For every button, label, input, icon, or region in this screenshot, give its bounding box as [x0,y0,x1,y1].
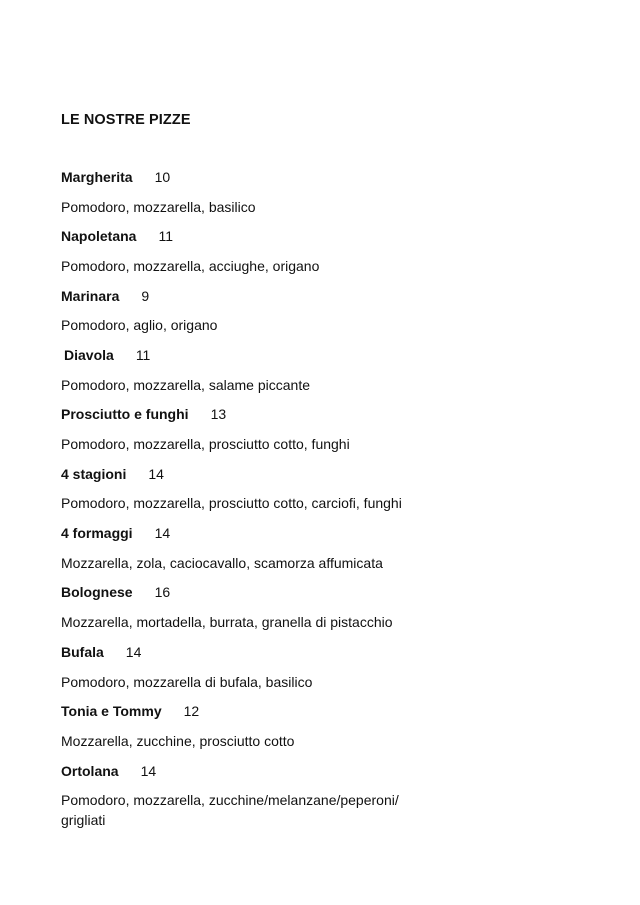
pizza-price: 11 [158,228,174,245]
pizza-item [61,756,441,835]
pizza-name: Prosciutto e funghi [61,406,189,423]
pizza-item [61,459,441,518]
pizza-header [61,637,441,667]
pizza-list [61,162,441,835]
pizza-name: Bolognese [61,584,133,601]
pizza-item [61,162,441,221]
pizza-price: 13 [210,406,227,423]
pizza-ingredients: Pomodoro, aglio, origano [61,317,218,334]
pizza-ingredients: Pomodoro, mozzarella, prosciutto cotto, funghi [61,436,350,453]
menu-title: LE NOSTRE PIZZE [61,112,191,128]
pizza-item [61,518,441,577]
pizza-ingredients: Pomodoro, mozzarella di bufala, basilico [61,673,313,690]
pizza-ingredients: Mozzarella, mortadella, burrata, granella di pistacchio [61,614,393,631]
pizza-header [61,162,441,192]
pizza-name: Tonia e Tommy [61,703,162,720]
pizza-item [61,400,441,459]
pizza-ingredients: Mozzarella, zucchine, prosciutto cotto [61,732,295,749]
pizza-price: 14 [125,643,142,660]
pizza-price: 14 [140,762,157,779]
pizza-item [61,340,441,399]
pizza-header [61,459,441,489]
pizza-ingredients: Pomodoro, mozzarella, salame piccante [61,376,311,393]
pizza-header [61,518,441,548]
pizza-price: 16 [154,584,171,601]
pizza-header [61,400,441,430]
pizza-ingredients: Pomodoro, mozzarella, basilico [61,198,256,215]
pizza-name: 4 formaggi [61,525,133,542]
pizza-name: Margherita [61,168,133,185]
pizza-price: 14 [148,465,164,482]
pizza-price: 11 [135,346,151,363]
pizza-header [61,340,441,370]
pizza-price: 14 [154,525,171,542]
pizza-ingredients: Pomodoro, mozzarella, prosciutto cotto, carciofi, funghi [61,495,402,512]
pizza-item [61,221,441,280]
pizza-price: 10 [154,168,171,185]
pizza-name: Marinara [61,287,120,304]
pizza-price: 9 [141,287,150,304]
pizza-item [61,637,441,696]
pizza-price: 12 [183,703,200,720]
pizza-name: Ortolana [61,762,119,779]
pizza-item [61,281,441,340]
pizza-header [61,756,441,786]
pizza-header [61,578,441,608]
pizza-header [61,221,441,251]
pizza-item [61,578,441,637]
pizza-ingredients: Pomodoro, mozzarella, zucchine/melanzane/peperoni/ grigliati [61,792,399,829]
pizza-ingredients: Mozzarella, zola, caciocavallo, scamorza affumicata [61,554,383,571]
pizza-ingredients: Pomodoro, mozzarella, acciughe, origano [61,257,320,274]
pizza-name: Bufala [61,643,104,660]
pizza-name: Diavola [64,346,114,363]
pizza-item [61,696,441,755]
pizza-name: 4 stagioni [61,465,127,482]
pizza-name: Napoletana [61,228,137,245]
pizza-header [61,696,441,726]
pizza-header [61,281,441,311]
